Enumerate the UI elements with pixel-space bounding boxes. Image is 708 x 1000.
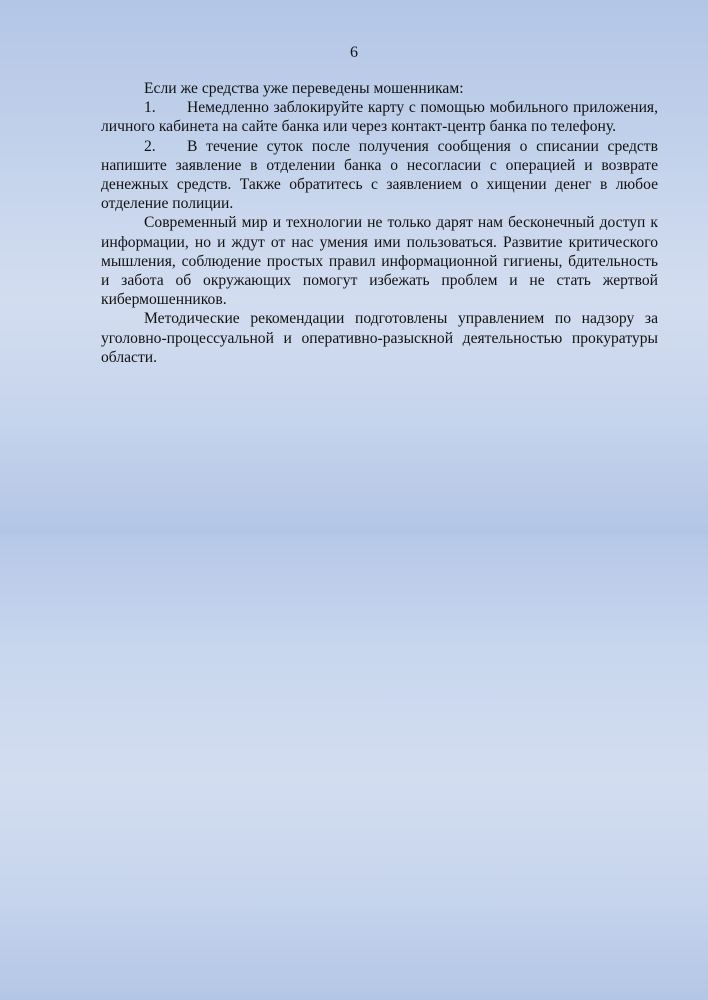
list-item-text: Немедленно заблокируйте карту с помощью мобильного приложения, личного кабинета на сайте банка или через контакт-центр банка по телефону. [101, 99, 658, 136]
modern-world-paragraph: Современный мир и технологии не только дарят нам бесконечный доступ к информации, но и ждут от нас умения ими пользоваться. Развитие критического мышления, соблюдение простых правил информационной гигиены, бдительность и забота об окружающих помогут избежать проблем и не стать жертвой кибермошенников. [101, 214, 658, 309]
list-item-text: В течение суток после получения сообщения о списании средств напишите заявление в отделении банка о несогласии с операцией и возврате денежных средств. Также обратитесь с заявлением о хищении денег в любое отделение полиции. [101, 137, 658, 213]
list-item-number: 1. [144, 99, 156, 117]
page-number: 6 [350, 44, 358, 61]
list-item-number: 2. [144, 137, 156, 155]
list-item-2 [101, 137, 658, 214]
list-item-1 [101, 98, 658, 136]
document-body [101, 79, 658, 367]
intro-paragraph: Если же средства уже переведены мошенникам: [144, 80, 464, 97]
credits-paragraph: Методические рекомендации подготовлены управлением по надзору за уголовно-процессуальной и оперативно-разыскной деятельностью прокуратуры области. [101, 310, 658, 366]
